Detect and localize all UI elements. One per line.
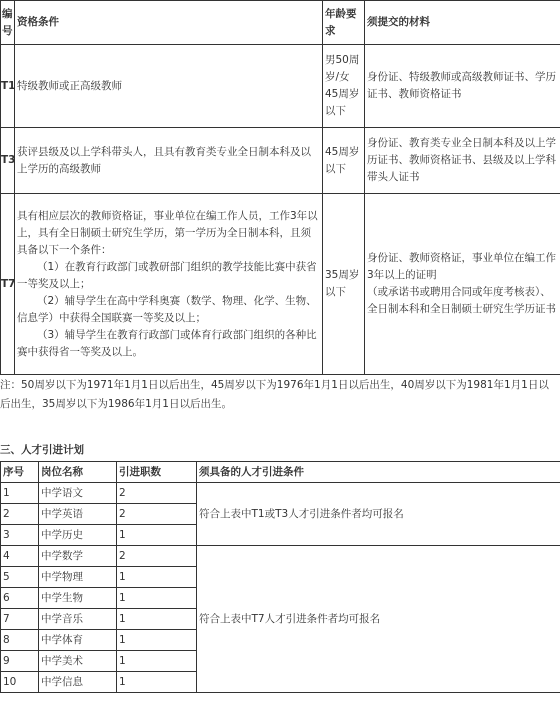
cell-no: 6: [1, 588, 39, 609]
conditions-header-row: [1, 1, 560, 45]
plan-header-row: [1, 462, 560, 483]
cell-count: 1: [117, 567, 197, 588]
condition-row-t3: [1, 128, 560, 194]
cell-post: 中学美术: [39, 651, 117, 672]
cell-post: 中学历史: [39, 525, 117, 546]
plan-section-title: 三、人才引进计划: [0, 444, 84, 456]
cell-count: 1: [117, 672, 197, 693]
cell-post: 中学物理: [39, 567, 117, 588]
row-age: 男50周岁/女45周岁以下: [323, 45, 365, 128]
condition-item: （1）在教育行政部门或教研部门组织的教学技能比赛中获省一等奖及以上；: [17, 260, 317, 290]
cell-no: 10: [1, 672, 39, 693]
row-age: 45周岁以下: [323, 128, 365, 194]
cell-no: 1: [1, 483, 39, 504]
row-materials: 身份证、特级教师或高级教师证书、学历证书、教师资格证书: [365, 45, 560, 128]
cell-no: 5: [1, 567, 39, 588]
header-age: 年龄要求: [323, 1, 365, 45]
cell-count: 1: [117, 609, 197, 630]
cell-no: 4: [1, 546, 39, 567]
materials-line: （或承诺书或聘用合同或年度考核表）、全日制本科和全日制硕士研究生学历证书: [367, 286, 556, 315]
cell-post: 中学数学: [39, 546, 117, 567]
condition-intro: 具有相应层次的教师资格证，事业单位在编工作人员，工作3年以上，具有全日制硕士研究生学历，第一学历为全日制本科，且须具备以下一个条件：: [17, 209, 318, 256]
condition-item: （2）辅导学生在高中学科奥赛（数学、物理、化学、生物、信息学）中获得全国联赛一等奖及以上；: [17, 294, 317, 324]
condition-item: （3）辅导学生在教育行政部门或体育行政部门组织的各种比赛中获得省一等奖及以上。: [17, 328, 317, 358]
cell-post: 中学语文: [39, 483, 117, 504]
table-row: [1, 546, 560, 567]
cell-no: 9: [1, 651, 39, 672]
cell-count: 2: [117, 546, 197, 567]
header-condition: 资格条件: [15, 1, 323, 45]
materials-line: 身份证、教师资格证，事业单位在编工作3年以上的证明: [367, 252, 556, 281]
row-code: T7: [1, 194, 15, 375]
header-count: 引进职数: [117, 462, 197, 483]
cell-count: 1: [117, 525, 197, 546]
cell-count: 1: [117, 651, 197, 672]
header-requirement: 须具备的人才引进条件: [197, 462, 560, 483]
cell-count: 1: [117, 630, 197, 651]
row-condition: 特级教师或正高级教师: [15, 45, 323, 128]
cell-no: 2: [1, 504, 39, 525]
cell-post: 中学生物: [39, 588, 117, 609]
cell-no: 3: [1, 525, 39, 546]
plan-table: [0, 461, 560, 693]
table-row: [1, 483, 560, 504]
cell-no: 7: [1, 609, 39, 630]
cell-post: 中学信息: [39, 672, 117, 693]
header-post: 岗位名称: [39, 462, 117, 483]
cell-post: 中学英语: [39, 504, 117, 525]
cell-post: 中学音乐: [39, 609, 117, 630]
row-condition: 获评县级及以上学科带头人，且具有教育类专业全日制本科及以上学历的高级教师: [15, 128, 323, 194]
row-condition: [15, 194, 323, 375]
header-materials: 须提交的材料: [365, 1, 560, 45]
cell-no: 8: [1, 630, 39, 651]
row-materials: [365, 194, 560, 375]
cell-count: 1: [117, 588, 197, 609]
header-no: 序号: [1, 462, 39, 483]
cell-group-condition: 符合上表中T7人才引进条件者均可报名: [197, 546, 560, 693]
row-age: 35周岁以下: [323, 194, 365, 375]
cell-post: 中学体育: [39, 630, 117, 651]
row-code: T3: [1, 128, 15, 194]
header-code: 编号: [1, 1, 15, 45]
cell-count: 2: [117, 483, 197, 504]
condition-row-t1: [1, 45, 560, 128]
cell-group-condition: 符合上表中T1或T3人才引进条件者均可报名: [197, 483, 560, 546]
age-note: 注：50周岁以下为1971年1月1日以后出生，45周岁以下为1976年1月1日以后出生，40周岁以下为1981年1月1日以后出生，35周岁以下为1986年1月1日以后出生。: [0, 379, 549, 410]
row-materials: 身份证、教育类专业全日制本科及以上学历证书、教师资格证书、县级及以上学科带头人证书: [365, 128, 560, 194]
cell-count: 2: [117, 504, 197, 525]
condition-row-t7: [1, 194, 560, 375]
row-code: T1: [1, 45, 15, 128]
